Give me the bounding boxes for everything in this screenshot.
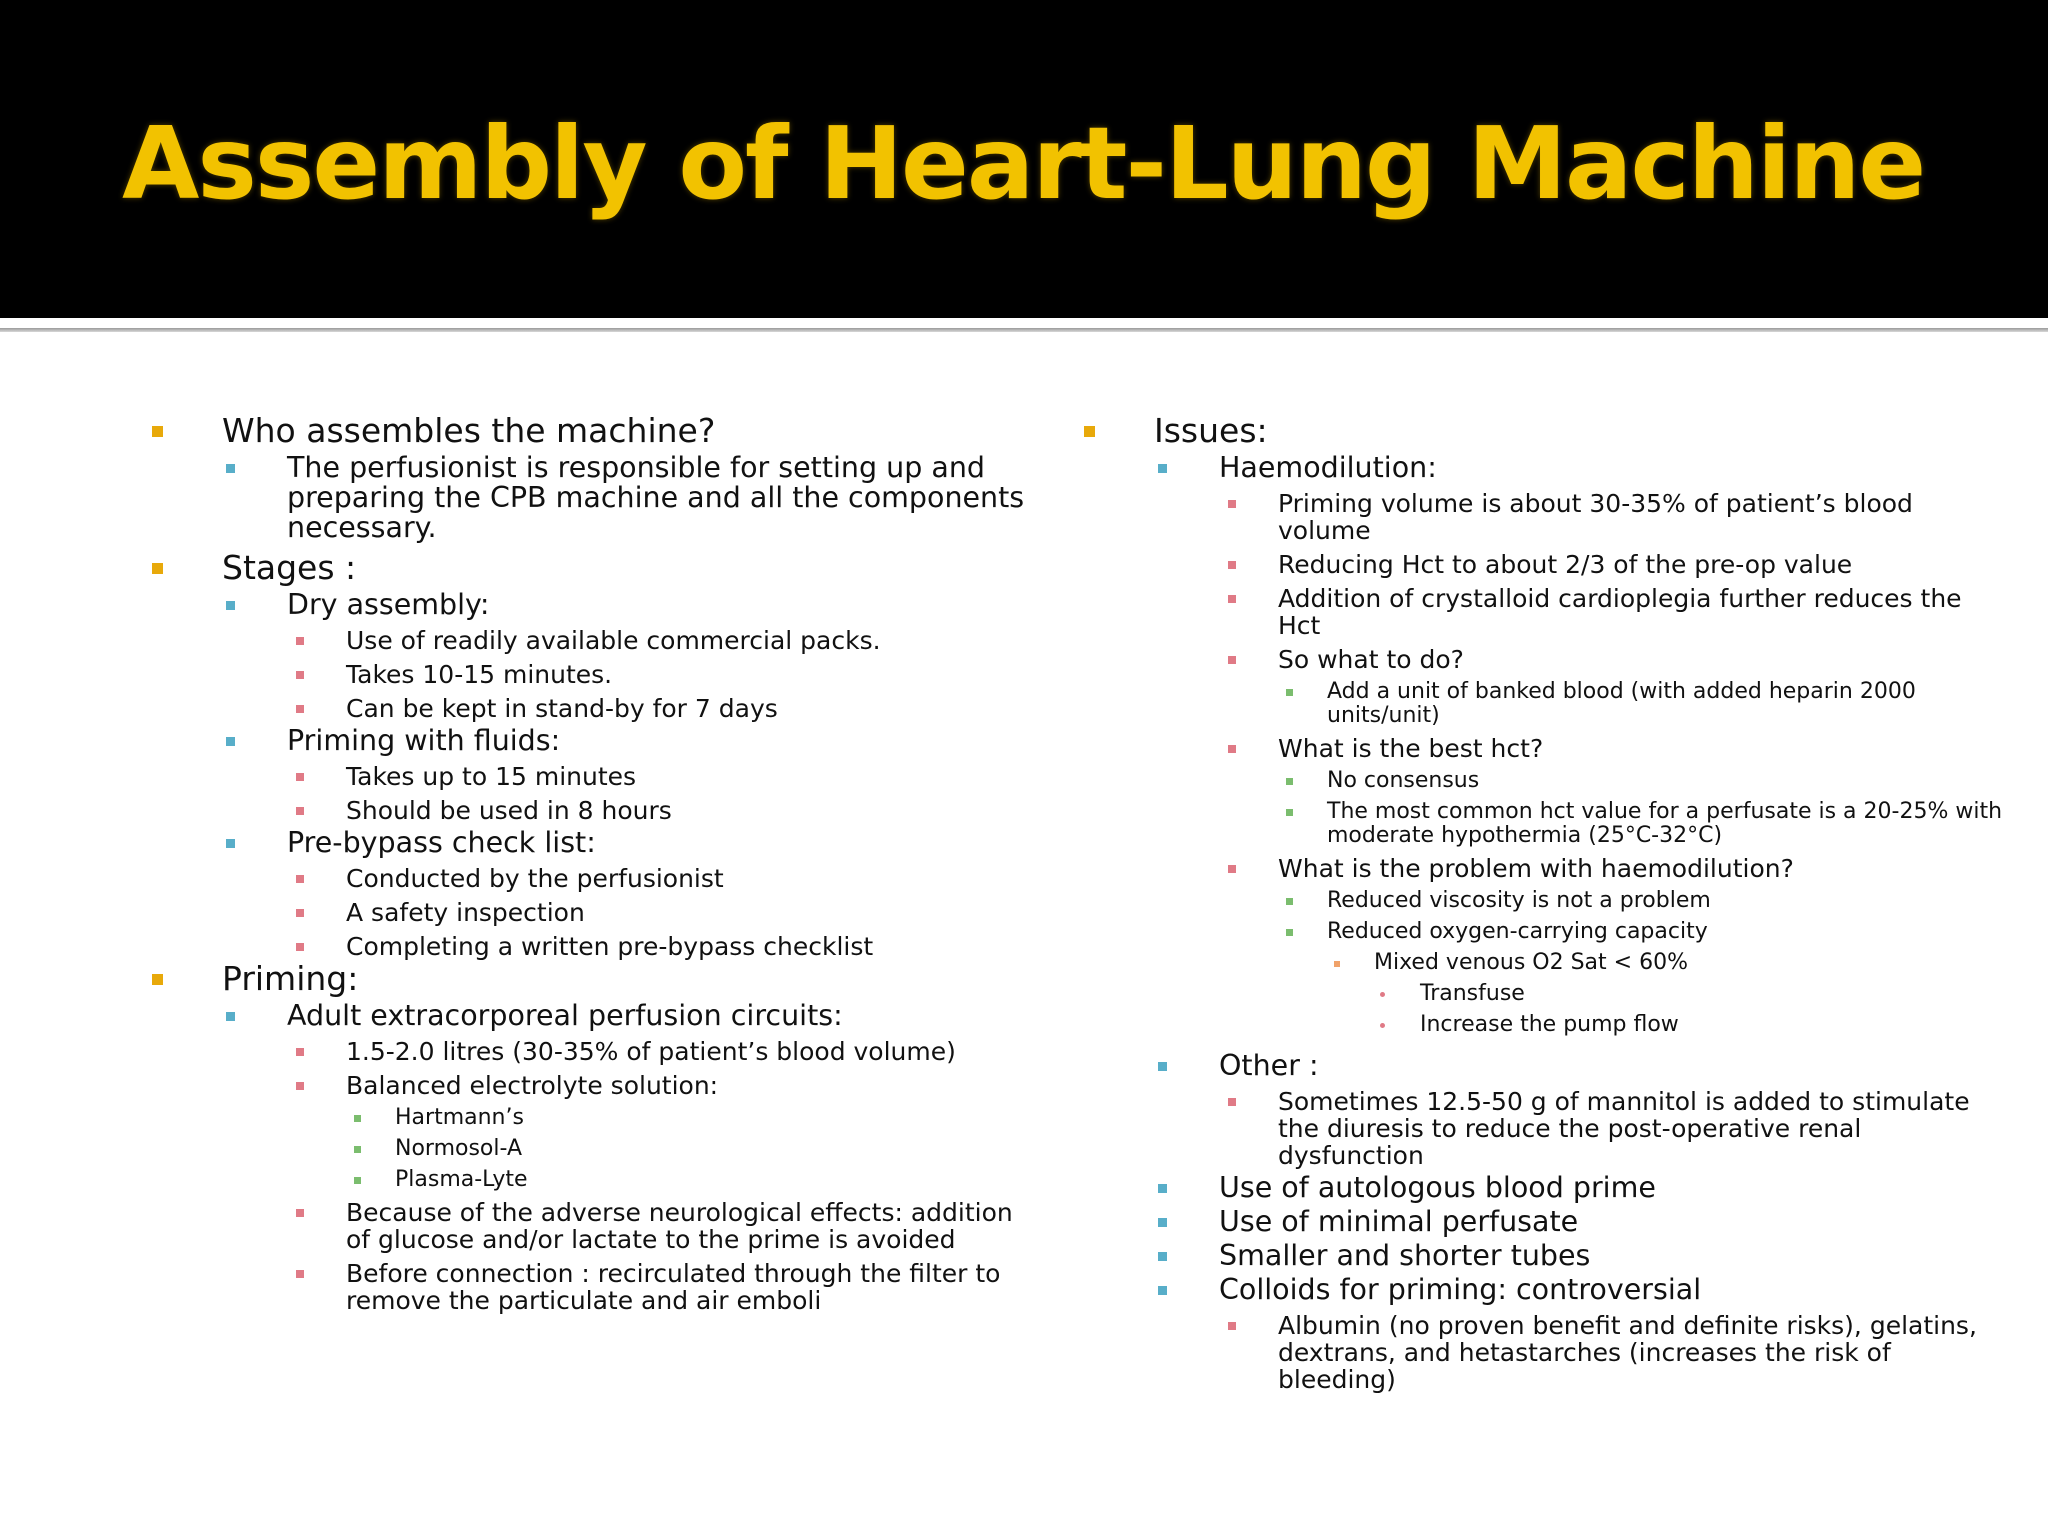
square-bullet-icon	[296, 1048, 304, 1056]
square-bullet-icon	[1158, 1184, 1167, 1193]
item-text: Takes up to 15 minutes	[346, 762, 637, 791]
square-bullet-icon	[226, 464, 235, 473]
square-bullet-icon	[1228, 1098, 1236, 1106]
square-bullet-icon	[1228, 561, 1236, 569]
list-item	[1080, 1173, 2010, 1203]
list-item	[148, 763, 1028, 790]
square-bullet-icon	[152, 974, 163, 985]
item-text: Reducing Hct to about 2/3 of the pre-op value	[1278, 550, 1853, 579]
square-bullet-icon	[1228, 656, 1236, 664]
item-text: Addition of crystalloid cardioplegia further reduces the Hct	[1278, 584, 1962, 640]
list-item	[148, 1137, 1028, 1161]
item-text: Transfuse	[1420, 981, 1525, 1006]
list-item	[1080, 800, 2010, 848]
square-bullet-icon	[296, 1082, 304, 1090]
right-column	[1080, 412, 2010, 1393]
square-bullet-icon	[296, 705, 304, 713]
item-text: Use of minimal perfusate	[1219, 1205, 1579, 1238]
item-text: What is the best hct?	[1278, 734, 1544, 763]
square-bullet-icon	[152, 426, 163, 437]
item-text: Colloids for priming: controversial	[1219, 1273, 1702, 1306]
square-bullet-icon	[296, 807, 304, 815]
list-item	[1080, 680, 2010, 728]
list-item	[1080, 585, 2010, 639]
item-text: Because of the adverse neurological effects: addition of glucose and/or lactate to the prime is avoided	[346, 1198, 1013, 1254]
list-item	[1080, 453, 2010, 483]
item-text: Use of autologous blood prime	[1219, 1171, 1656, 1204]
square-bullet-icon	[1286, 929, 1293, 936]
square-bullet-icon	[1228, 745, 1236, 753]
list-item	[1080, 1013, 2010, 1037]
list-item	[1080, 769, 2010, 793]
list-item	[148, 1072, 1028, 1099]
list-item	[148, 695, 1028, 722]
item-text: Priming:	[222, 959, 359, 998]
square-bullet-icon	[296, 875, 304, 883]
square-bullet-icon	[296, 1209, 304, 1217]
square-bullet-icon	[1158, 1218, 1167, 1227]
item-text: Before connection : recirculated through the filter to remove the particulate and air emboli	[346, 1259, 1001, 1315]
item-text: Add a unit of banked blood (with added heparin 2000 units/unit)	[1327, 679, 1916, 728]
list-item	[1080, 412, 2010, 449]
square-bullet-icon	[296, 773, 304, 781]
list-item	[1080, 920, 2010, 944]
item-text: Mixed venous O2 Sat < 60%	[1374, 950, 1688, 975]
square-bullet-icon	[1084, 426, 1095, 437]
list-item	[148, 1038, 1028, 1065]
item-text: Reduced viscosity is not a problem	[1327, 888, 1711, 913]
list-item	[1080, 1051, 2010, 1081]
list-item	[148, 412, 1028, 449]
list-item	[1080, 982, 2010, 1006]
list-item	[148, 960, 1028, 997]
title-bar	[0, 0, 2048, 318]
left-column	[148, 412, 1028, 1314]
square-bullet-icon	[1286, 809, 1293, 816]
item-text: So what to do?	[1278, 645, 1464, 674]
list-item	[1080, 1275, 2010, 1305]
item-text: The perfusionist is responsible for setting up and preparing the CPB machine and all the components necessary.	[287, 451, 1025, 544]
list-item	[1080, 889, 2010, 913]
list-item	[1080, 1312, 2010, 1393]
item-text: Dry assembly:	[287, 588, 490, 621]
square-bullet-icon	[1334, 961, 1340, 967]
square-bullet-icon	[1228, 500, 1236, 508]
item-text: Priming volume is about 30-35% of patient’s blood volume	[1278, 489, 1913, 545]
square-bullet-icon	[354, 1177, 361, 1184]
item-text: Priming with fluids:	[287, 724, 561, 757]
square-bullet-icon	[226, 737, 235, 746]
item-text: Issues:	[1154, 411, 1268, 450]
square-bullet-icon	[226, 1012, 235, 1021]
item-text: The most common hct value for a perfusate is a 20-25% with moderate hypothermia (25°C-32°C)	[1327, 799, 2003, 848]
slide-title: Assembly of Heart-Lung Machine	[122, 105, 1925, 222]
list-item	[1080, 855, 2010, 882]
item-text: Increase the pump flow	[1420, 1012, 1679, 1037]
list-item	[148, 1168, 1028, 1192]
title-divider	[0, 328, 2048, 332]
list-item	[1080, 490, 2010, 544]
list-item	[148, 549, 1028, 586]
item-text: Balanced electrolyte solution:	[346, 1071, 719, 1100]
item-text: Hartmann’s	[395, 1105, 524, 1130]
list-item	[148, 1106, 1028, 1130]
item-text: Haemodilution:	[1219, 451, 1437, 484]
item-text: Pre-bypass check list:	[287, 826, 596, 859]
square-bullet-icon	[226, 839, 235, 848]
list-item	[1080, 646, 2010, 673]
list-item	[148, 899, 1028, 926]
item-text: Normosol-A	[395, 1136, 523, 1161]
list-item	[1080, 1207, 2010, 1237]
square-bullet-icon	[354, 1115, 361, 1122]
dot-bullet-icon	[1380, 992, 1385, 997]
list-item	[148, 1199, 1028, 1253]
square-bullet-icon	[296, 1270, 304, 1278]
item-text: No consensus	[1327, 768, 1480, 793]
item-text: Can be kept in stand-by for 7 days	[346, 694, 778, 723]
item-text: Plasma-Lyte	[395, 1167, 528, 1192]
item-text: Reduced oxygen-carrying capacity	[1327, 919, 1708, 944]
square-bullet-icon	[226, 601, 235, 610]
list-item	[148, 1260, 1028, 1314]
list-item	[148, 933, 1028, 960]
item-text: 1.5-2.0 litres (30-35% of patient’s blood volume)	[346, 1037, 956, 1066]
square-bullet-icon	[1286, 778, 1293, 785]
square-bullet-icon	[1228, 865, 1236, 873]
item-text: Smaller and shorter tubes	[1219, 1239, 1591, 1272]
list-item	[148, 797, 1028, 824]
list-item	[1080, 1241, 2010, 1271]
square-bullet-icon	[1158, 1252, 1167, 1261]
list-item	[148, 627, 1028, 654]
item-text: Use of readily available commercial packs.	[346, 626, 881, 655]
square-bullet-icon	[152, 563, 163, 574]
item-text: Albumin (no proven benefit and definite risks), gelatins, dextrans, and hetastarches (increases the risk of bleeding)	[1278, 1311, 1977, 1394]
item-text: Takes 10-15 minutes.	[346, 660, 613, 689]
list-item	[1080, 1088, 2010, 1169]
item-text: What is the problem with haemodilution?	[1278, 854, 1794, 883]
item-text: Who assembles the machine?	[222, 411, 716, 450]
item-text: Conducted by the perfusionist	[346, 864, 724, 893]
dot-bullet-icon	[1380, 1023, 1385, 1028]
square-bullet-icon	[1158, 1286, 1167, 1295]
item-text: Other :	[1219, 1049, 1319, 1082]
square-bullet-icon	[1158, 1062, 1167, 1071]
list-item	[148, 590, 1028, 620]
square-bullet-icon	[296, 943, 304, 951]
item-text: Should be used in 8 hours	[346, 796, 672, 825]
square-bullet-icon	[1228, 1322, 1236, 1330]
item-text: Sometimes 12.5-50 g of mannitol is added to stimulate the diuresis to reduce the post-operative renal dysfunction	[1278, 1087, 1970, 1170]
item-text: Stages :	[222, 548, 357, 587]
square-bullet-icon	[1286, 898, 1293, 905]
square-bullet-icon	[1158, 464, 1167, 473]
list-item	[148, 661, 1028, 688]
item-text: Adult extracorporeal perfusion circuits:	[287, 999, 843, 1032]
list-item	[148, 865, 1028, 892]
list-item	[148, 726, 1028, 756]
square-bullet-icon	[296, 637, 304, 645]
square-bullet-icon	[354, 1146, 361, 1153]
list-item	[1080, 735, 2010, 762]
square-bullet-icon	[1286, 689, 1293, 696]
square-bullet-icon	[1228, 595, 1236, 603]
list-item	[148, 453, 1028, 543]
item-text: A safety inspection	[346, 898, 585, 927]
square-bullet-icon	[296, 909, 304, 917]
list-item	[1080, 551, 2010, 578]
item-text: Completing a written pre-bypass checklist	[346, 932, 874, 961]
list-item	[148, 828, 1028, 858]
list-item	[1080, 951, 2010, 975]
square-bullet-icon	[296, 671, 304, 679]
list-item	[148, 1001, 1028, 1031]
